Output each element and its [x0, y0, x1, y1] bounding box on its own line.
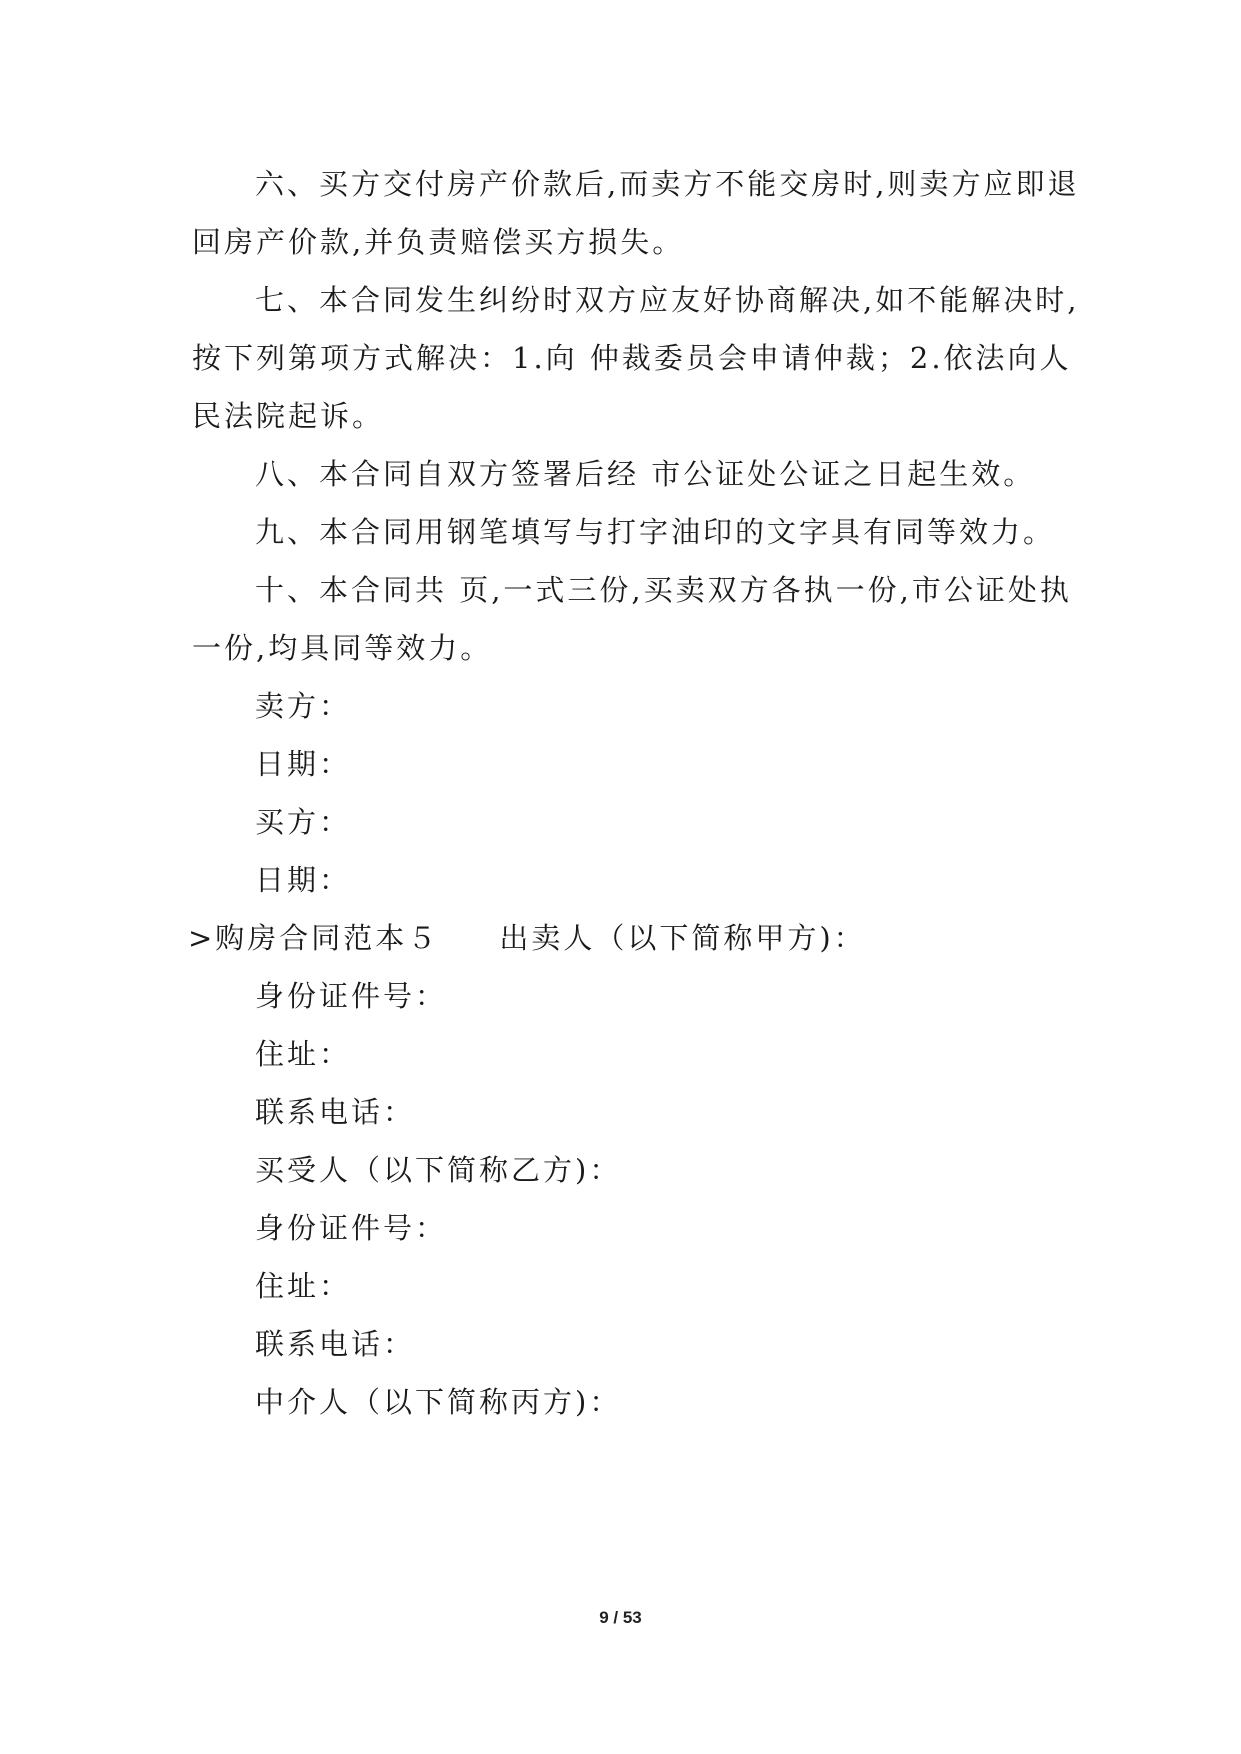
clause-6-line-1: 六、买方交付房产价款后,而卖方不能交房时,则卖方应即退	[255, 167, 1080, 201]
party-a-label: 出卖人（以下简称甲方)：	[499, 921, 866, 955]
clause-9: 九、本合同用钢笔填写与打字油印的文字具有同等效力。	[255, 515, 1056, 549]
section-heading	[188, 918, 866, 958]
clause-10-line-2: 一份,均具同等效力。	[192, 631, 493, 665]
party-a-address-label: 住址：	[255, 1037, 352, 1071]
buyer-label: 买方：	[255, 805, 352, 839]
section-title: >购房合同范本５	[188, 921, 440, 955]
page-number: 9 / 53	[599, 1608, 642, 1627]
clause-7-line-1: 七、本合同发生纠纷时双方应友好协商解决,如不能解决时,	[255, 283, 1080, 317]
seller-date-label: 日期：	[255, 747, 352, 781]
clause-8: 八、本合同自双方签署后经 市公证处公证之日起生效。	[255, 457, 1036, 491]
buyer-date-label: 日期：	[255, 863, 352, 897]
clause-7-line-2: 按下列第项方式解决：1.向 仲裁委员会申请仲裁；2.依法向人	[192, 341, 1072, 375]
clause-7-line-3: 民法院起诉。	[192, 399, 385, 433]
party-c-label: 中介人（以下简称丙方)：	[255, 1385, 622, 1419]
party-a-id-label: 身份证件号：	[255, 979, 448, 1013]
party-b-phone-label: 联系电话：	[255, 1327, 416, 1361]
party-b-label: 买受人（以下简称乙方)：	[255, 1153, 622, 1187]
clause-6-line-2: 回房产价款,并负责赔偿买方损失。	[192, 225, 685, 259]
clause-10-line-1: 十、本合同共 页,一式三份,买卖双方各执一份,市公证处执	[255, 573, 1072, 607]
party-b-id-label: 身份证件号：	[255, 1211, 448, 1245]
party-a-phone-label: 联系电话：	[255, 1095, 416, 1129]
seller-label: 卖方：	[255, 689, 352, 723]
party-b-address-label: 住址：	[255, 1269, 352, 1303]
